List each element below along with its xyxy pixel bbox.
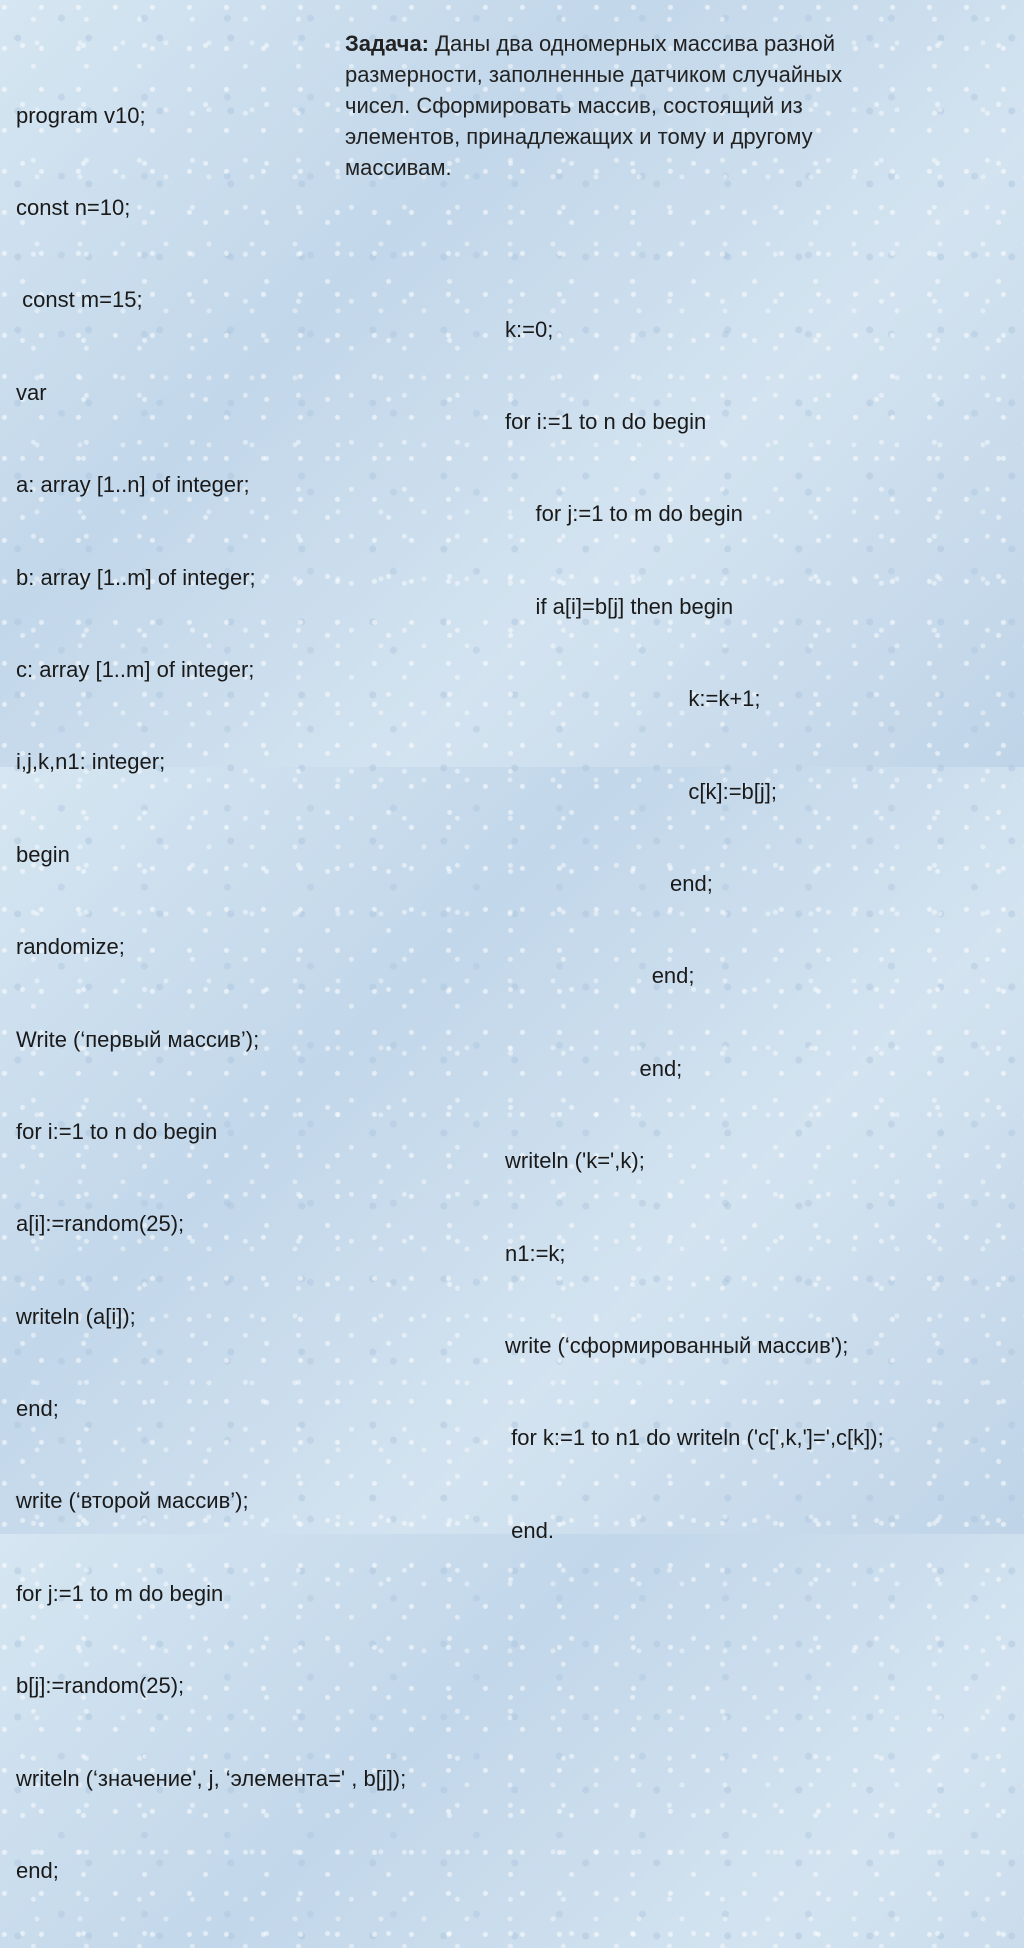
code-line: k:=0; — [505, 316, 554, 342]
code-line: a[i]:=random(25); — [16, 1211, 185, 1237]
code-line: end. — [505, 1517, 554, 1543]
code-line: for j:=1 to m do begin — [16, 1580, 224, 1606]
program-code-left — [16, 39, 406, 1948]
task-heading: Задача: — [345, 31, 430, 56]
code-line: Write (‘первый массив’); — [16, 1026, 260, 1052]
code-line: const n=10; — [16, 194, 131, 220]
code-line: end; — [505, 870, 713, 896]
code-line: writeln (‘значение', j, ‘элемента=' , b[j]); — [16, 1765, 407, 1791]
code-line: i,j,k,n1: integer; — [16, 749, 166, 775]
task-text-line: чисел. Сформировать массив, состоящий из — [345, 93, 803, 118]
code-line: c[k]:=b[j]; — [505, 778, 778, 804]
code-line: write (‘второй массив’); — [16, 1488, 249, 1514]
code-line: var — [16, 379, 47, 405]
code-line: begin — [16, 841, 70, 867]
program-code-right — [505, 253, 884, 1608]
code-line: n1:=k; — [505, 1240, 566, 1266]
code-line: for k:=1 to n1 do writeln ('c[',k,']=',c[k]); — [505, 1425, 884, 1451]
code-line: end; — [16, 1858, 59, 1884]
code-line: b: array [1..m] of integer; — [16, 564, 256, 590]
code-line: c: array [1..m] of integer; — [16, 656, 255, 682]
task-statement — [345, 28, 945, 183]
code-line: for i:=1 to n do begin — [505, 408, 707, 434]
code-line: writeln ('k=',k); — [505, 1148, 645, 1174]
code-line: k:=k+1; — [505, 686, 761, 712]
code-line: write (‘сформированный массив'); — [505, 1332, 849, 1358]
task-text-line: размерности, заполненные датчиком случайных — [345, 62, 843, 87]
task-text-line: массивам. — [345, 155, 452, 180]
code-line: randomize; — [16, 934, 125, 960]
code-line: writeln (a[i]); — [16, 1303, 136, 1329]
code-line: b[j]:=random(25); — [16, 1673, 185, 1699]
code-line: end; — [505, 963, 695, 989]
code-line: if a[i]=b[j] then begin — [505, 593, 734, 619]
code-line: end; — [16, 1396, 59, 1422]
code-line: for j:=1 to m do begin — [505, 501, 743, 527]
code-line: end; — [505, 1055, 683, 1081]
task-text-line: Даны два одномерных массива разной — [429, 31, 836, 56]
task-text-line: элементов, принадлежащих и тому и другому — [345, 124, 813, 149]
code-line: for i:=1 to n do begin — [16, 1118, 218, 1144]
code-line: a: array [1..n] of integer; — [16, 472, 250, 498]
code-line: program v10; — [16, 102, 146, 128]
code-line: const m=15; — [16, 287, 143, 313]
